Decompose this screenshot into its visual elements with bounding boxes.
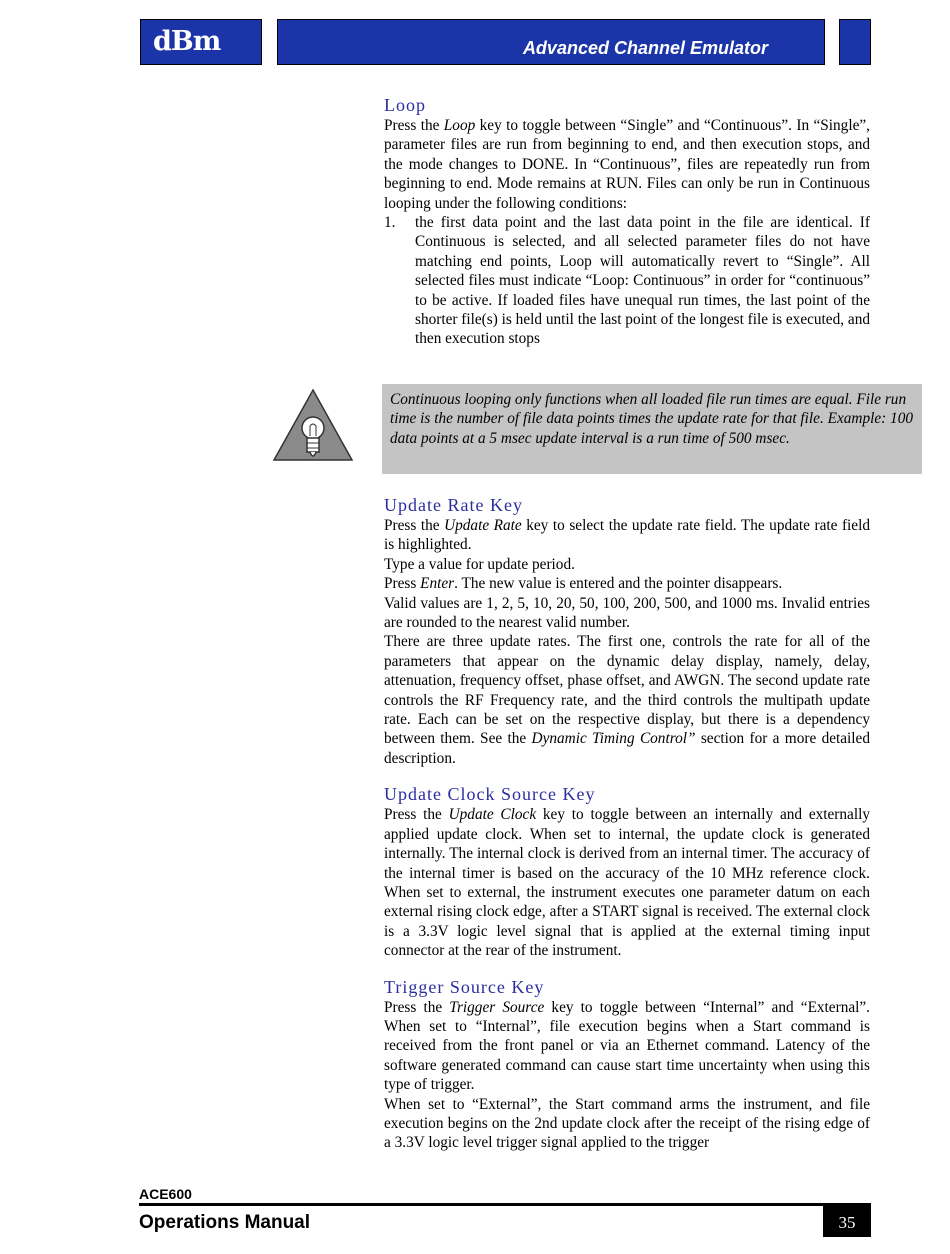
trigger-source-key-name: Trigger Source bbox=[449, 998, 545, 1016]
update-rate-key-name: Update Rate bbox=[444, 517, 522, 534]
loop-p1-pre: Press the bbox=[384, 117, 444, 134]
page-number: 35 bbox=[823, 1206, 871, 1237]
update-rate-p3 bbox=[384, 574, 870, 593]
footer-manual-title: Operations Manual bbox=[139, 1212, 311, 1233]
note-box: Continuous looping only functions when all loaded file run times are equal. File run time is the number of file data points times the update rate for that file. Example: 100 data points at a 5 msec update interval is a run time of 500 msec. bbox=[382, 384, 922, 474]
footer-model: ACE600 bbox=[139, 1186, 192, 1202]
update-rate-p3-post: . The new value is entered and the pointer disappears. bbox=[454, 575, 783, 593]
update-rate-p1 bbox=[384, 516, 870, 555]
update-rate-heading: Update Rate Key bbox=[384, 495, 523, 515]
enter-key-name: Enter bbox=[420, 575, 455, 593]
update-clock-heading: Update Clock Source Key bbox=[384, 784, 596, 805]
loop-p1-post: key to toggle between “Single” and “Continuous”. In “Single”, parameter files are run from beginning to end, and then execution stops, and the mode changes to DONE. In “Continuous”, files are repeatedly run from beginning to end. Mode remains at RUN. Files can only be run in Continuous looping under the following conditions: bbox=[384, 117, 870, 212]
trigger-source-p2: When set to “External”, the Start command arms the instrument, and file execution begins on the 2nd update clock after the receipt of the rising edge of a 3.3V logic level trigger signal applied to the trigger bbox=[384, 1095, 870, 1152]
update-rate-p1-pre: Press the bbox=[384, 517, 445, 534]
footer-divider bbox=[139, 1203, 871, 1206]
trigger-source-p1 bbox=[384, 998, 870, 1095]
update-clock-key-name: Update Clock bbox=[448, 806, 537, 824]
list-item-text: the first data point and the last data point in the file are identical. If Continuous is selected, and all selected parameter files do not have matching end points, Loop will automatically revert to “Single”. All selected files must indicate “Loop: Continuous” in order for “continuous” to be active. If loaded files have unequal run times, the last point of the shorter file(s) is held until the last point of the longest file is executed, and then execution stops bbox=[415, 214, 870, 348]
header-end-block bbox=[839, 19, 871, 65]
loop-condition-list bbox=[384, 213, 870, 349]
list-number: 1. bbox=[384, 214, 396, 232]
lightbulb-warning-icon bbox=[272, 388, 354, 472]
update-rate-p5-pre: There are three update rates. The first one, controls the rate for all of the parameters that appear on the dynamic delay display, namely, delay, attenuation, frequency offset, phase offset, and AWGN. The second update rate controls the RF Frequency rate, and the third controls the multipath update rate. Each can be set on the respective display, but there is a dependency between them. See the bbox=[384, 633, 870, 748]
company-logo: dBm bbox=[140, 19, 262, 65]
loop-heading: Loop bbox=[384, 95, 426, 115]
loop-paragraph bbox=[384, 116, 870, 213]
trigger-source-heading: Trigger Source Key bbox=[384, 976, 545, 997]
update-rate-p1-post: key to select the update rate field. The update rate field is highlighted. bbox=[384, 517, 870, 554]
update-rate-p2: Type a value for update period. bbox=[384, 555, 575, 573]
loop-key-name: Loop bbox=[443, 117, 476, 134]
update-clock-p1-post: key to toggle between an internally and externally applied update clock. When set to internal, the update clock is generated internally. The internal clock is derived from an internal timer. The accuracy of the internal timer is based on the accuracy of the 10 MHz reference clock. When set to external, the instrument executes one parameter datum on each external rising clock edge, after a START signal is received. The external clock is a 3.3V logic level signal that is applied at the external timing input connector at the rear of the instrument. bbox=[384, 806, 870, 960]
update-rate-p4: Valid values are 1, 2, 5, 10, 20, 50, 100, 200, 500, and 1000 ms. Invalid entries are rounded to the nearest valid number. bbox=[384, 594, 870, 632]
update-rate-p3-pre: Press bbox=[384, 575, 421, 593]
update-clock-p1-pre: Press the bbox=[384, 806, 449, 824]
trigger-p1-post: key to toggle between “Internal” and “External”. When set to “Internal”, file execution begins when a Start command is received from the front panel or via an Ethernet command. Latency of the software generated command can cause start time uncertainty when using this type of trigger. bbox=[384, 998, 870, 1094]
trigger-p1-pre: Press the bbox=[384, 998, 450, 1016]
update-rate-p5 bbox=[384, 632, 870, 768]
loop-section bbox=[384, 94, 870, 349]
update-clock-p1 bbox=[384, 805, 870, 960]
main-sections bbox=[384, 494, 870, 1153]
timing-control-reference: Dynamic Timing Control” bbox=[531, 730, 696, 748]
header-title: Advanced Channel Emulator bbox=[277, 19, 825, 65]
update-rate-p5-post: section for a more detailed description. bbox=[384, 730, 870, 767]
